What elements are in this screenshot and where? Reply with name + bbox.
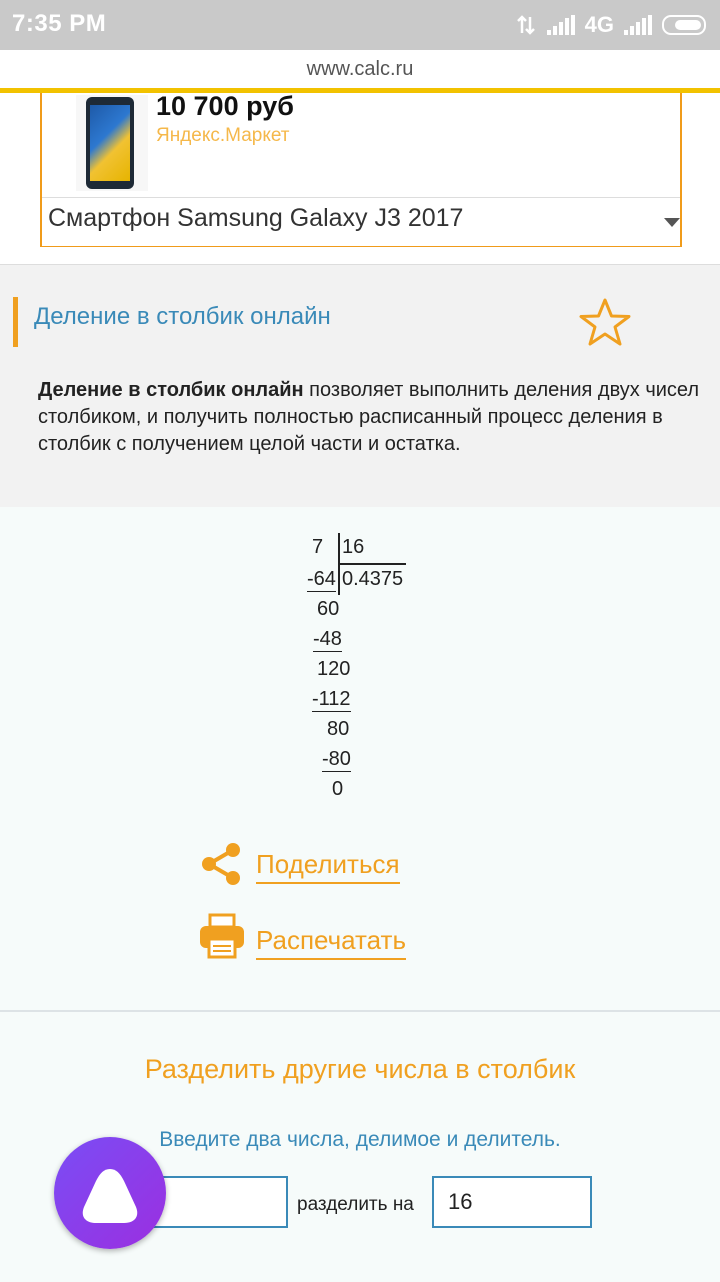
printer-icon[interactable] [198, 913, 246, 959]
product-vendor[interactable]: Яндекс.Маркет [156, 125, 290, 146]
data-transfer-icon [515, 14, 537, 36]
product-price[interactable]: 10 700 руб [156, 91, 294, 121]
section-description [38, 377, 708, 458]
division-step: -48 [313, 628, 342, 650]
product-ad[interactable] [40, 93, 682, 247]
share-icon[interactable] [198, 841, 244, 887]
status-time: 7:35 PM [12, 10, 107, 37]
share-link[interactable]: Поделиться [256, 849, 400, 884]
phone-image [86, 97, 134, 189]
description-text: позволяет выполнить деления двух чисел столбиком, и получить полностью расписанный процесс деления в столбик с получением целой части и остатка. [38, 379, 700, 455]
chevron-down-icon [664, 218, 680, 227]
alice-icon [54, 1137, 166, 1249]
division-step: 60 [317, 598, 340, 620]
assistant-button[interactable] [54, 1137, 166, 1249]
network-type: 4G [584, 12, 614, 37]
section-title: Деление в столбик онлайн [34, 303, 331, 330]
divisor-input[interactable] [432, 1176, 592, 1228]
division-step: -80 [322, 748, 351, 770]
url-text: www.calc.ru [306, 58, 414, 80]
division-step: 120 [317, 658, 351, 680]
divide-label: разделить на [297, 1194, 414, 1215]
divisor-value: 16 [342, 536, 365, 558]
product-select-value: Смартфон Samsung Galaxy J3 2017 [48, 204, 464, 232]
signal-icon-2 [624, 15, 652, 35]
division-step: -64 [307, 568, 336, 590]
division-step: -112 [312, 688, 351, 710]
intro-section [0, 264, 720, 508]
title-accent-bar [13, 297, 18, 347]
description-bold: Деление в столбик онлайн [38, 379, 304, 401]
division-result [0, 507, 720, 1010]
quotient-value: 0.4375 [342, 568, 404, 590]
battery-icon [662, 15, 706, 35]
division-step: 80 [327, 718, 350, 740]
form-title: Разделить другие числа в столбик [144, 1054, 576, 1084]
dividend-value: 7 [312, 536, 324, 558]
print-link[interactable]: Распечатать [256, 925, 406, 960]
division-horizontal-line [338, 563, 406, 565]
division-step: 0 [332, 778, 344, 800]
status-bar [0, 0, 720, 50]
form-hint: Введите два числа, делимое и делитель. [159, 1128, 561, 1151]
signal-icon [547, 15, 575, 35]
status-icons [515, 12, 706, 38]
star-icon[interactable] [578, 297, 632, 347]
url-bar[interactable] [0, 50, 720, 90]
product-select[interactable] [42, 197, 680, 246]
product-image[interactable] [76, 95, 148, 191]
